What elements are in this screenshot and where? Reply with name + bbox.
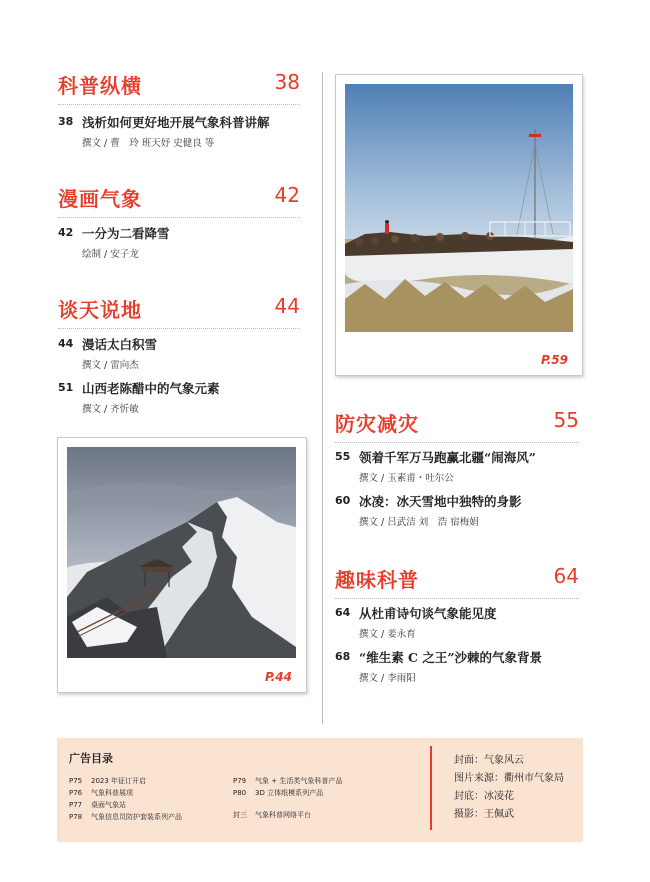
item-byline: 撰文 / 雷向杰 bbox=[82, 360, 139, 371]
ad-entry-page: P77 bbox=[69, 801, 83, 809]
item-title: 领着千军万马跑赢北疆“闹海风” bbox=[359, 450, 536, 465]
ad-index-title: 广告目录 bbox=[69, 752, 113, 765]
section-page-number: 64 bbox=[553, 564, 579, 588]
ad-entry-label: 气象 + 生活类气象科普产品 bbox=[255, 777, 343, 785]
item-byline: 撰文 / 姜永育 bbox=[359, 629, 416, 640]
item-title: 山西老陈醋中的气象元素 bbox=[82, 381, 220, 396]
section-title: 科普纵横 bbox=[58, 74, 142, 98]
section-header-quwei bbox=[335, 564, 579, 594]
ad-entry[interactable] bbox=[69, 776, 146, 786]
photo-frame-taibai[interactable] bbox=[57, 437, 307, 693]
mountain-photo bbox=[67, 447, 296, 658]
ad-entry[interactable] bbox=[233, 788, 323, 798]
toc-item[interactable] bbox=[58, 113, 308, 149]
toc-item[interactable] bbox=[58, 379, 308, 415]
section-divider bbox=[58, 104, 300, 105]
toc-item[interactable] bbox=[335, 648, 583, 684]
ad-entry[interactable] bbox=[69, 812, 182, 822]
ad-entry-page: P78 bbox=[69, 813, 83, 821]
ad-entry[interactable] bbox=[233, 776, 342, 786]
item-byline: 撰文 / 吕武洁 刘 浩 宿梅娟 bbox=[359, 517, 479, 528]
ad-entry-page: P79 bbox=[233, 777, 247, 785]
ad-entry-label: 气象科普展项 bbox=[91, 789, 133, 797]
ad-entry-label: 桌面气象站 bbox=[91, 801, 126, 809]
section-header-tantian bbox=[58, 294, 300, 324]
toc-item[interactable] bbox=[335, 492, 583, 528]
cover-credit-line: 图片来源：衢州市气象局 bbox=[454, 773, 564, 784]
item-page-number: 68 bbox=[335, 650, 351, 663]
section-divider bbox=[58, 217, 300, 218]
item-title: 浅析如何更好地开展气象科普讲解 bbox=[82, 115, 270, 130]
ad-entry-page: P80 bbox=[233, 789, 247, 797]
section-page-number: 44 bbox=[274, 294, 300, 318]
toc-item[interactable] bbox=[335, 604, 583, 640]
item-page-number: 38 bbox=[58, 115, 74, 128]
item-page-number: 60 bbox=[335, 494, 351, 507]
toc-item[interactable] bbox=[335, 448, 583, 484]
item-page-number: 64 bbox=[335, 606, 351, 619]
section-title: 漫画气象 bbox=[58, 187, 142, 211]
section-header-fangzai bbox=[335, 408, 579, 438]
item-byline: 撰文 / 曹 玲 班天妤 史健良 等 bbox=[82, 138, 215, 149]
cover-credit-line: 摄影：王佩武 bbox=[454, 809, 514, 820]
section-page-number: 38 bbox=[274, 70, 300, 94]
item-page-number: 55 bbox=[335, 450, 351, 463]
section-header-kepu bbox=[58, 70, 300, 100]
cover-credit-line: 封面：气象风云 bbox=[454, 755, 524, 766]
ad-entry-page: 封三 bbox=[233, 811, 247, 819]
ad-entry-label: 气象科普网络平台 bbox=[255, 811, 311, 819]
ad-entry[interactable] bbox=[69, 788, 133, 798]
section-header-manhua bbox=[58, 183, 300, 213]
item-byline: 撰文 / 李雨阳 bbox=[359, 673, 416, 684]
ad-box-divider bbox=[430, 746, 432, 830]
section-page-number: 55 bbox=[553, 408, 579, 432]
section-divider bbox=[335, 598, 579, 599]
ad-entry-page: P75 bbox=[69, 777, 83, 785]
item-byline: 撰文 / 玉素甫・吐尔公 bbox=[359, 473, 454, 484]
ad-entry[interactable] bbox=[233, 810, 311, 820]
item-byline: 绘制 / 安子龙 bbox=[82, 249, 139, 260]
ad-entry[interactable] bbox=[69, 800, 126, 810]
toc-item[interactable] bbox=[58, 224, 308, 260]
item-title: “维生素 C 之王”沙棘的气象背景 bbox=[359, 650, 543, 665]
item-title: 冰凌：冰天雪地中独特的身影 bbox=[359, 494, 522, 509]
grassland-photo bbox=[345, 84, 573, 332]
column-divider bbox=[322, 72, 323, 724]
ad-entry-label: 气象信息员防护套装系列产品 bbox=[91, 813, 182, 821]
ad-entry-label: 3D 立体纸模系列产品 bbox=[255, 789, 324, 797]
photo-page-ref: P.59 bbox=[541, 353, 568, 367]
cover-credit-line: 封底：冰凌花 bbox=[454, 791, 514, 802]
item-page-number: 44 bbox=[58, 337, 74, 350]
photo-page-ref: P.44 bbox=[265, 670, 292, 684]
ad-entry-page: P76 bbox=[69, 789, 83, 797]
item-title: 漫话太白积雪 bbox=[82, 337, 158, 352]
item-page-number: 51 bbox=[58, 381, 74, 394]
section-title: 谈天说地 bbox=[58, 298, 142, 322]
photo-frame-beijiang[interactable] bbox=[335, 74, 583, 376]
ad-entry-label: 2023 年征订开启 bbox=[91, 777, 147, 785]
toc-item[interactable] bbox=[58, 335, 308, 371]
section-title: 防灾减灾 bbox=[335, 412, 419, 436]
item-title: 一分为二看降雪 bbox=[82, 226, 170, 241]
item-byline: 撰文 / 齐忻敏 bbox=[82, 404, 139, 415]
item-title: 从杜甫诗句谈气象能见度 bbox=[359, 606, 497, 621]
section-title: 趣味科普 bbox=[335, 568, 419, 592]
item-page-number: 42 bbox=[58, 226, 74, 239]
section-page-number: 42 bbox=[274, 183, 300, 207]
section-divider bbox=[58, 328, 300, 329]
section-divider bbox=[335, 442, 579, 443]
